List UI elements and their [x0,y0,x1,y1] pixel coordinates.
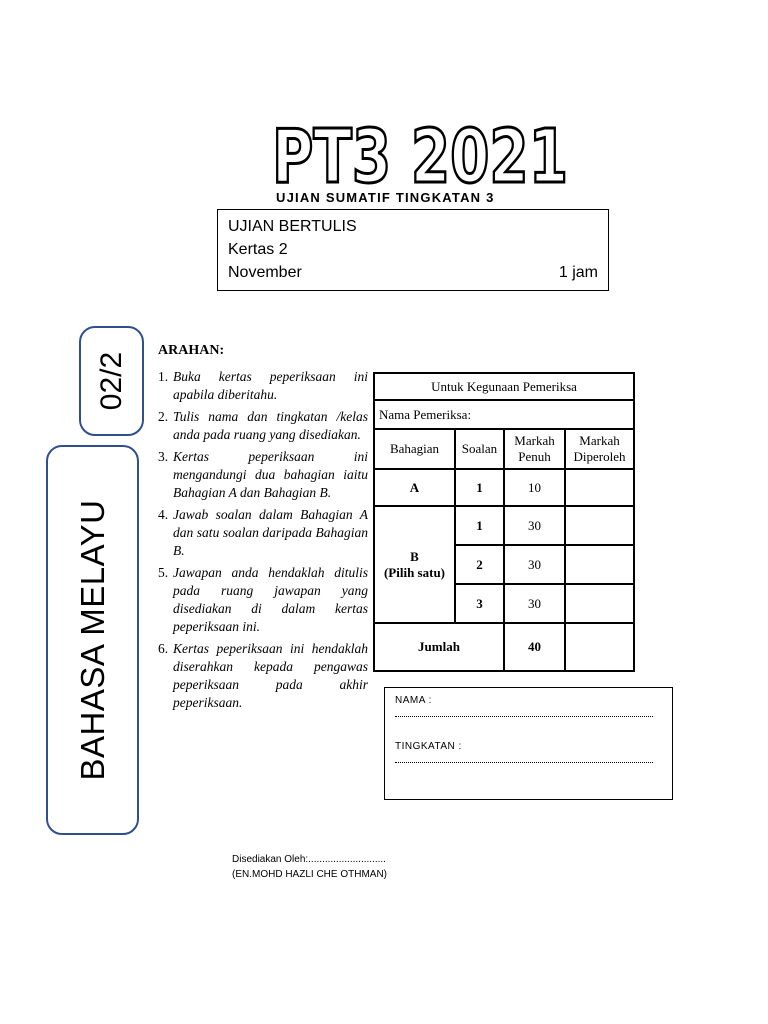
section-a-obtained [565,469,634,506]
paper-code: 02/2 [94,351,128,411]
section-b-full: 30 [504,506,565,545]
form-field[interactable] [395,754,653,763]
paper-code-box [79,326,144,436]
section-b-obtained [565,545,634,584]
exam-duration: 1 jam [558,264,598,281]
section-b-question: 1 [455,506,504,545]
instruction-item: 1. Buka kertas peperiksaan ini apabila diberitahu. [158,369,368,402]
header-soalan: Soalan [455,429,504,469]
section-b-obtained [565,506,634,545]
name-field[interactable] [395,708,653,717]
section-b-label-cell [374,506,455,623]
exam-paper: Kertas 2 [228,241,288,258]
section-a-label: A [374,469,455,506]
marks-table-title: Untuk Kegunaan Pemeriksa [374,373,634,400]
examiner-name-label: Nama Pemeriksa: [374,400,634,429]
section-b-full: 30 [504,584,565,623]
total-label: Jumlah [374,623,504,671]
instruction-item: 3. Kertas peperiksaan ini mengandungi dua bahagian iaitu Bahagian A dan Bahagian B. [158,449,368,500]
subject-box [46,445,139,835]
header-bahagian: Bahagian [374,429,455,469]
section-b-question: 3 [455,584,504,623]
prepared-by: Disediakan Oleh:............................ [232,854,386,865]
section-b-question: 2 [455,545,504,584]
teacher-name: (EN.MOHD HAZLI CHE OTHMAN) [232,869,387,880]
instructions [158,342,368,716]
exam-type: UJIAN BERTULIS [228,218,357,235]
total-value: 40 [504,623,565,671]
page-title [265,102,575,192]
instruction-item: 2. Tulis nama dan tingkatan /kelas anda pada ruang yang disediakan. [158,409,368,442]
footer [232,852,387,882]
form-label: TINGKATAN : [395,741,462,752]
section-b-obtained [565,584,634,623]
instructions-heading: ARAHAN: [158,343,225,358]
name-label: NAMA : [395,695,432,706]
instruction-item: 5. Jawapan anda hendaklah ditulis pada ruang jawapan yang disediakan di dalam kertas peperiksaan ini. [158,565,368,634]
section-b-full: 30 [504,545,565,584]
section-a-full: 10 [504,469,565,506]
subtitle: UJIAN SUMATIF TINGKATAN 3 [276,190,495,205]
section-b-label: B [410,548,419,564]
instruction-item: 6. Kertas peperiksaan ini hendaklah diserahkan kepada pengawas peperiksaan pada akhir peperiksaan. [158,641,368,710]
section-b-note: (Pilih satu) [383,564,446,580]
student-info-box [384,687,673,800]
total-obtained [565,623,634,671]
exam-info-box [217,209,609,291]
header-markah-diperoleh: Markah Diperoleh [565,429,634,469]
header-markah-penuh: Markah Penuh [504,429,565,469]
section-a-question: 1 [455,469,504,506]
instruction-item: 4. Jawab soalan dalam Bahagian A dan satu soalan daripada Bahagian B. [158,507,368,558]
marks-table [373,372,635,672]
subject-name: BAHASA MELAYU [73,499,111,781]
exam-month: November [228,264,302,281]
title-text: PT3 2021 [272,114,568,192]
